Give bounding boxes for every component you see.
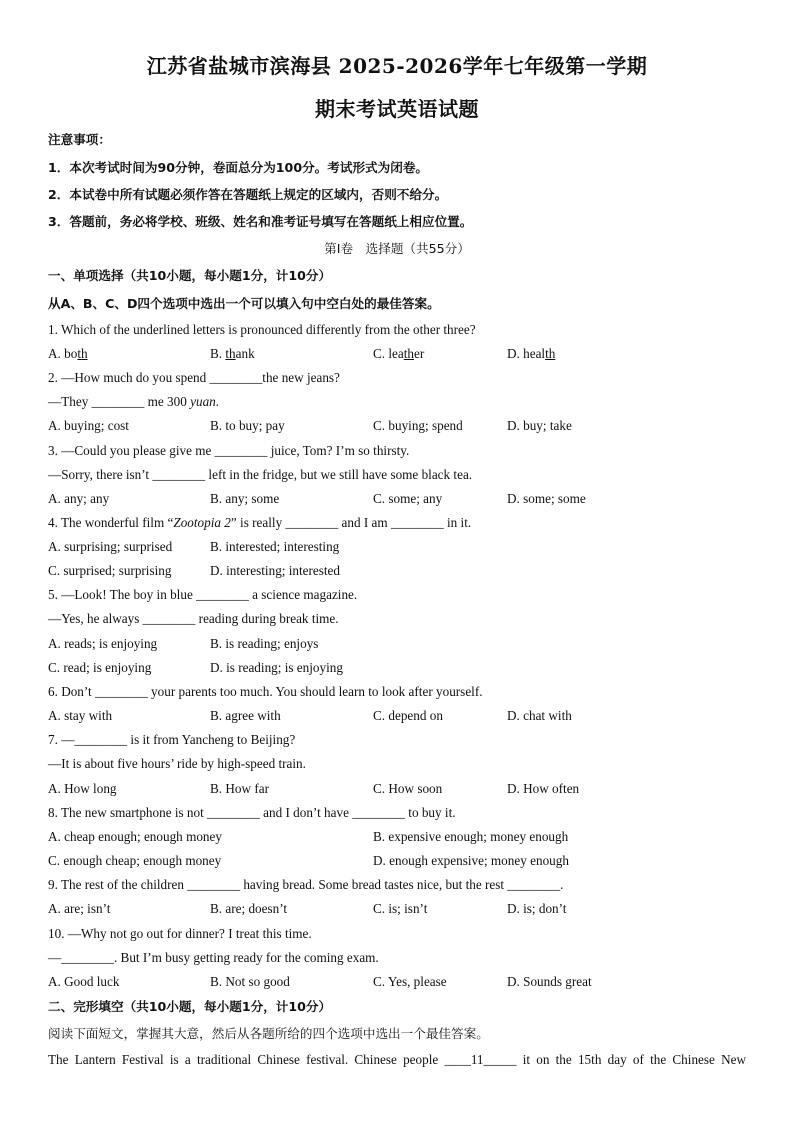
q8-stem: 8. The new smartphone is not ________ and I don’t have ________ to buy it. [48,805,456,820]
notice-item-1: 1．本次考试时间为90分钟，卷面总分为100分。考试形式为闭卷。 [48,160,429,175]
q10-option-c: C. Yes, please [373,974,447,989]
q1-option-d: D. health [507,346,556,361]
q3-reply: —Sorry, there isn’t ________ left in the fridge, but we still have some black tea. [48,467,473,482]
q4-option-c: C. surprised; surprising [48,563,172,578]
exam-title-line1: 江苏省盐城市滨海县 2025-2026学年七年级第一学期 [146,54,648,78]
q5-option-b: B. is reading; enjoys [210,636,319,651]
q8-option-d: D. enough expensive; money enough [373,853,569,868]
q1-stem: 1. Which of the underlined letters is pronounced differently from the other three? [48,322,476,337]
q3-option-a: A. any; any [48,491,110,506]
q3-option-c: C. some; any [373,491,443,506]
q3-option-d: D. some; some [507,491,586,506]
q6-option-b: B. agree with [210,708,281,723]
q5-option-a: A. reads; is enjoying [48,636,158,651]
cloze-passage-line: The Lantern Festival is a traditional Chinese festival. Chinese people ____11_____ it on the 15th day of the Chinese New [48,1052,746,1067]
q7-option-c: C. How soon [373,781,443,796]
q8-option-b: B. expensive enough; money enough [373,829,569,844]
exam-title-line2: 期末考试英语试题 [315,97,479,121]
q4-option-a: A. surprising; surprised [48,539,173,554]
q1-option-a: A. both [48,346,88,361]
q2-option-c: C. buying; spend [373,418,463,433]
notice-item-3: 3．答题前，务必将学校、班级、姓名和准考证号填写在答题纸上相应位置。 [48,214,473,229]
q7-option-b: B. How far [210,781,269,796]
q5-reply: —Yes, he always ________ reading during break time. [48,611,339,626]
q10-reply: —________. But I’m busy getting ready for the coming exam. [48,950,379,965]
q1-option-c: C. leather [373,346,425,361]
q6-option-a: A. stay with [48,708,113,723]
q4-option-b: B. interested; interesting [210,539,340,554]
q9-option-a: A. are; isn’t [48,901,111,916]
q7-reply: —It is about five hours’ ride by high-speed train. [48,756,306,771]
q10-option-a: A. Good luck [48,974,120,989]
section2-instruction: 阅读下面短文，掌握其大意，然后从各题所给的四个选项中选出一个最佳答案。 [48,1026,489,1041]
q2-option-b: B. to buy; pay [210,418,285,433]
notice-heading: 注意事项： [48,132,111,147]
q9-stem: 9. The rest of the children ________ having bread. Some bread tastes nice, but the rest ________. [48,877,564,892]
q2-reply: —They ________ me 300 yuan. [48,394,220,409]
q8-option-c: C. enough cheap; enough money [48,853,222,868]
q4-stem: 4. The wonderful film “Zootopia 2” is really ________ and I am ________ in it. [48,515,472,530]
q7-option-d: D. How often [507,781,580,796]
q5-stem: 5. —Look! The boy in blue ________ a science magazine. [48,587,358,602]
q10-option-b: B. Not so good [210,974,290,989]
q4-option-d: D. interesting; interested [210,563,341,578]
q1-option-b: B. thank [210,346,255,361]
q3-option-b: B. any; some [210,491,280,506]
notice-item-2: 2．本试卷中所有试题必须作答在答题纸上规定的区域内，否则不给分。 [48,187,448,202]
q6-option-c: C. depend on [373,708,443,723]
q7-stem: 7. —________ is it from Yancheng to Beijing? [48,732,296,747]
q9-option-b: B. are; doesn’t [210,901,288,916]
q2-option-a: A. buying; cost [48,418,129,433]
q6-stem: 6. Don’t ________ your parents too much. You should learn to look after yourself. [48,684,483,699]
q10-stem: 10. —Why not go out for dinner? I treat this time. [48,926,312,941]
cloze-blank-11: ____11_____ [444,1052,517,1067]
q2-option-d: D. buy; take [507,418,572,433]
q5-option-d: D. is reading; is enjoying [210,660,343,675]
q9-option-d: D. is; don’t [507,901,567,916]
q9-option-c: C. is; isn’t [373,901,428,916]
q5-option-c: C. read; is enjoying [48,660,152,675]
q6-option-d: D. chat with [507,708,572,723]
q8-option-a: A. cheap enough; enough money [48,829,222,844]
section1-heading: 一、单项选择（共10小题，每小题1分，计10分） [48,268,332,283]
q2-stem: 2. —How much do you spend ________the new jeans? [48,370,340,385]
q3-stem: 3. —Could you please give me ________ juice, Tom? I’m so thirsty. [48,443,410,458]
q7-option-a: A. How long [48,781,117,796]
section2-heading: 二、完形填空（共10小题，每小题1分，计10分） [48,999,332,1014]
q10-option-d: D. Sounds great [507,974,592,989]
section1-instruction: 从A、B、C、D四个选项中选出一个可以填入句中空白处的最佳答案。 [48,296,440,311]
part1-title: 第Ⅰ卷 选择题（共55分） [324,241,470,256]
